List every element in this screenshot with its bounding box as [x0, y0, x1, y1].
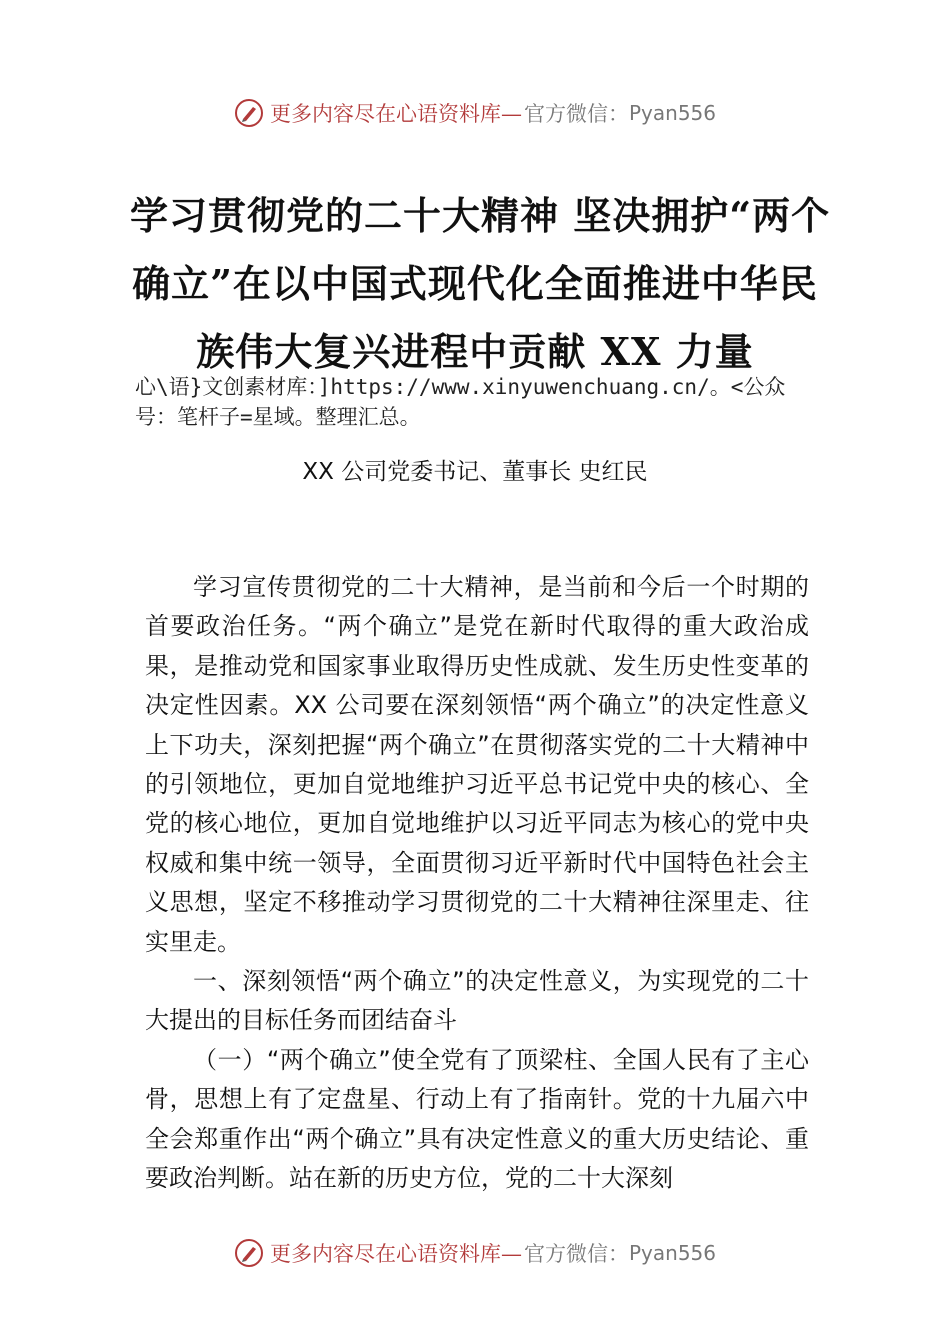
source-note: 心\语}文创素材库：]https://www.xinyuwenchuang.cn/。<公众号：笔杆子=星域。整理汇总。 [135, 375, 786, 429]
brush-pen-logo-icon [234, 1238, 264, 1268]
brush-pen-logo-icon [234, 98, 264, 128]
title-line-2: 确立”在以中国式现代化全面推进中华民 [132, 261, 818, 306]
banner-text: 更多内容尽在心语资料库— [269, 102, 522, 126]
document-title [130, 182, 831, 386]
author-line: XX 公司党委书记、董事长 史红民 [302, 459, 648, 485]
banner-wechat-id: Pyan556 [628, 101, 716, 125]
banner-wechat-label: 官方微信： [523, 102, 629, 126]
header-watermark [0, 98, 950, 128]
banner-text: 更多内容尽在心语资料库— [269, 1242, 522, 1266]
title-line-3: 族伟大复兴进程中贡献 XX 力量 [196, 329, 754, 374]
title-line-1: 学习贯彻党的二十大精神 坚决拥护“两个 [130, 193, 831, 238]
banner-wechat-id: Pyan556 [628, 1241, 716, 1265]
banner-wechat-label: 官方微信： [523, 1242, 629, 1266]
paragraph-subsection-1: （一）“两个确立”使全党有了顶梁柱、全国人民有了主心骨，思想上有了定盘星、行动上有了指南针。党的十九届六中全会郑重作出“两个确立”具有决定性意义的重大历史结论、重要政治判断。站在新的历史方位，党的二十大深刻 [145, 1045, 809, 1193]
paragraph-intro: 学习宣传贯彻党的二十大精神，是当前和今后一个时期的首要政治任务。“两个确立”是党在新时代取得的重大政治成果，是推动党和国家事业取得历史性成就、发生历史性变革的决定性因素。XX 公司要在深刻领悟“两个确立”的决定性意义上下功夫，深刻把握“两个确立”在贯彻落实党的二十大精神中的引领地位，更加自觉地维护习近平总书记党中央的核心、全党的核心地位，更加自觉地维护以习近平同志为核心的党中央权威和集中统一领导，全面贯彻习近平新时代中国特色社会主义思想，坚定不移推动学习贯彻党的二十大精神往深里走、往实里走。 [145, 573, 809, 956]
article-body [145, 568, 809, 1199]
footer-watermark [0, 1238, 950, 1268]
section-heading-1: 一、深刻领悟“两个确立”的决定性意义，为实现党的二十大提出的目标任务而团结奋斗 [145, 967, 809, 1035]
